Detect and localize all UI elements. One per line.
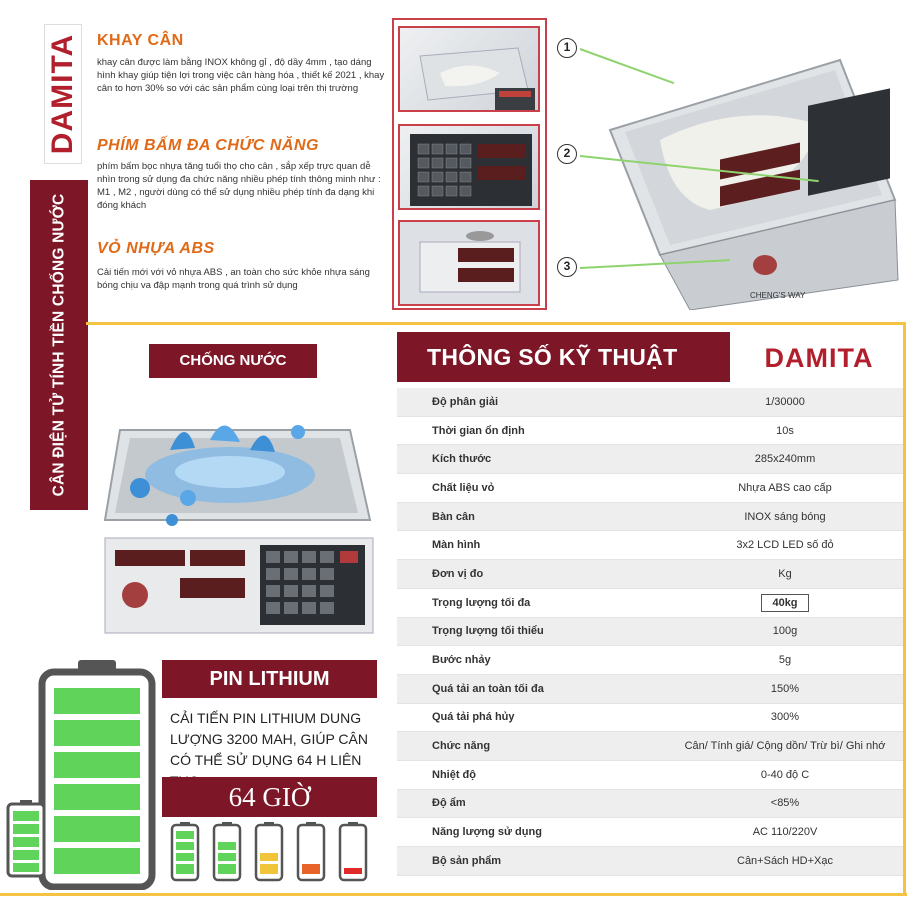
spec-value xyxy=(647,594,903,612)
battery-hours: 64 GIỜ xyxy=(162,777,377,817)
spec-row xyxy=(397,417,903,446)
spec-label: Độ phân giải xyxy=(432,395,498,408)
top-section xyxy=(0,0,907,322)
spec-row xyxy=(397,503,903,532)
scale-brand-mark: CHENG'S WAY xyxy=(750,291,806,300)
brand-logo-vertical xyxy=(44,24,82,164)
spec-value: 0-40 độ C xyxy=(760,768,810,781)
spec-label: Đơn vị đo xyxy=(432,567,484,580)
feature-title-abs: VỎ NHỰA ABS xyxy=(97,240,215,257)
spec-value: 5g xyxy=(778,654,792,667)
spec-title: THÔNG SỐ KỸ THUẬT xyxy=(397,332,730,382)
battery-description: CẢI TIẾN PIN LITHIUM DUNG LƯỢNG 3200 MAH, GIÚP CÂN CÓ THỂ SỬ DỤNG 64 H LIÊN xyxy=(170,710,368,768)
spec-row xyxy=(397,388,903,417)
callout-1: 1 xyxy=(557,38,577,58)
feature-text-abs: Cải tiến mới với vỏ nhựa ABS , an toàn cho sức khỏe nhựa sáng bóng chịu va đập mạnh trong quá trình sử dụng xyxy=(97,267,370,291)
battery-medium-icon xyxy=(254,822,284,882)
spec-row xyxy=(397,618,903,647)
spec-label: Kích thước xyxy=(432,453,492,466)
spec-value: Kg xyxy=(778,567,792,580)
callout-2: 2 xyxy=(557,144,577,164)
feature-title-tray: KHAY CÂN xyxy=(97,32,184,49)
battery-small-icon xyxy=(6,800,46,878)
spec-row xyxy=(397,704,903,733)
spec-row xyxy=(397,589,903,618)
spec-value: AC 110/220V xyxy=(752,826,818,839)
spec-value: 100g xyxy=(772,625,798,638)
battery-large-icon xyxy=(38,660,156,890)
spec-label: Độ ẩm xyxy=(432,797,466,810)
spec-brand-logo xyxy=(740,338,898,378)
battery-low-icon xyxy=(296,822,326,882)
spec-label: Thời gian ổn định xyxy=(432,424,525,437)
waterproof-scale-photo xyxy=(100,410,380,635)
brand-logo-text: DAMITA xyxy=(46,33,80,155)
battery-high-icon xyxy=(212,822,242,882)
spec-row xyxy=(397,818,903,847)
callout-3: 3 xyxy=(557,257,577,277)
spec-value: 285x240mm xyxy=(754,453,816,466)
spec-value: 1/30000 xyxy=(765,395,805,408)
spec-row xyxy=(397,474,903,503)
spec-row xyxy=(397,560,903,589)
spec-label: Trọng lượng tối đa xyxy=(432,596,531,609)
side-banner-text: CÂN ĐIỆN TỬ TÍNH TIỀN CHỐNG NƯỚC xyxy=(50,193,67,497)
spec-value: Cân/ Tính giá/ Cộng dồn/ Trừ bì/ Ghi nhớ xyxy=(684,740,886,753)
thumbnail-body xyxy=(398,220,540,306)
spec-value: Nhựa ABS cao cấp xyxy=(738,481,832,494)
feature-title-keys: PHÍM BẤM ĐA CHỨC NĂNG xyxy=(97,137,319,154)
spec-row xyxy=(397,675,903,704)
spec-row xyxy=(397,732,903,761)
spec-label: Bộ sản phẩm xyxy=(432,854,502,867)
spec-value: 3x2 LCD LED số đỏ xyxy=(736,539,834,552)
spec-value: Cân+Sách HD+Xạc xyxy=(737,854,833,867)
spec-row xyxy=(397,531,903,560)
spec-label: Bước nhảy xyxy=(432,654,491,667)
spec-label: Trọng lượng tối thiểu xyxy=(432,625,544,638)
thumbnail-tray xyxy=(398,26,540,112)
spec-row xyxy=(397,847,903,876)
spec-value: INOX sáng bóng xyxy=(744,510,826,523)
spec-label: Năng lượng sử dụng xyxy=(432,826,542,839)
spec-row xyxy=(397,445,903,474)
spec-label: Chất liệu vỏ xyxy=(432,481,495,494)
spec-label: Quá tải an toàn tối đa xyxy=(432,682,544,695)
spec-brand-logo-text: DAMITA xyxy=(764,342,874,373)
spec-label: Nhiệt độ xyxy=(432,768,476,781)
feature-text-keys: phím bấm bọc nhựa tăng tuổi thọ cho cân , sắp xếp trực quan dễ nhìn trong sử dụng đa chức năng nhiều phép tính thông minh như : M1 , M2 , người dùng có thể sử dụng nhiều phép tính đa dạng khi đóng khách xyxy=(97,161,381,211)
battery-empty-icon xyxy=(338,822,368,882)
spec-row xyxy=(397,761,903,790)
battery-title: PIN LITHIUM xyxy=(162,660,377,698)
bottom-border xyxy=(0,893,907,896)
thumbnail-keypad xyxy=(398,124,540,210)
spec-value: <85% xyxy=(770,797,800,810)
spec-value-highlight: 40kg xyxy=(761,594,808,612)
spec-table xyxy=(397,388,903,876)
spec-row xyxy=(397,790,903,819)
spec-value: 10s xyxy=(776,424,794,437)
battery-full-icon xyxy=(170,822,200,882)
waterproof-label: CHỐNG NƯỚC xyxy=(149,344,317,378)
spec-label: Chức năng xyxy=(432,740,491,753)
spec-row xyxy=(397,646,903,675)
spec-value: 300% xyxy=(770,711,800,724)
spec-label: Bàn cân xyxy=(432,510,475,523)
spec-value: 150% xyxy=(770,682,800,695)
spec-label: Màn hình xyxy=(432,539,481,552)
spec-label: Quá tải phá hủy xyxy=(432,711,515,724)
side-banner xyxy=(30,180,88,510)
scale-photo-large xyxy=(600,40,900,310)
feature-text-tray: khay cân được làm bằng INOX không gỉ , độ dầy 4mm , tạo dáng hình khay giúp tiện lợi trong việc cân hàng hóa , thiết kế 2021 , khay cân to hơn 30% so với các sản phẩm cùng loại trên thị trường xyxy=(97,57,385,94)
